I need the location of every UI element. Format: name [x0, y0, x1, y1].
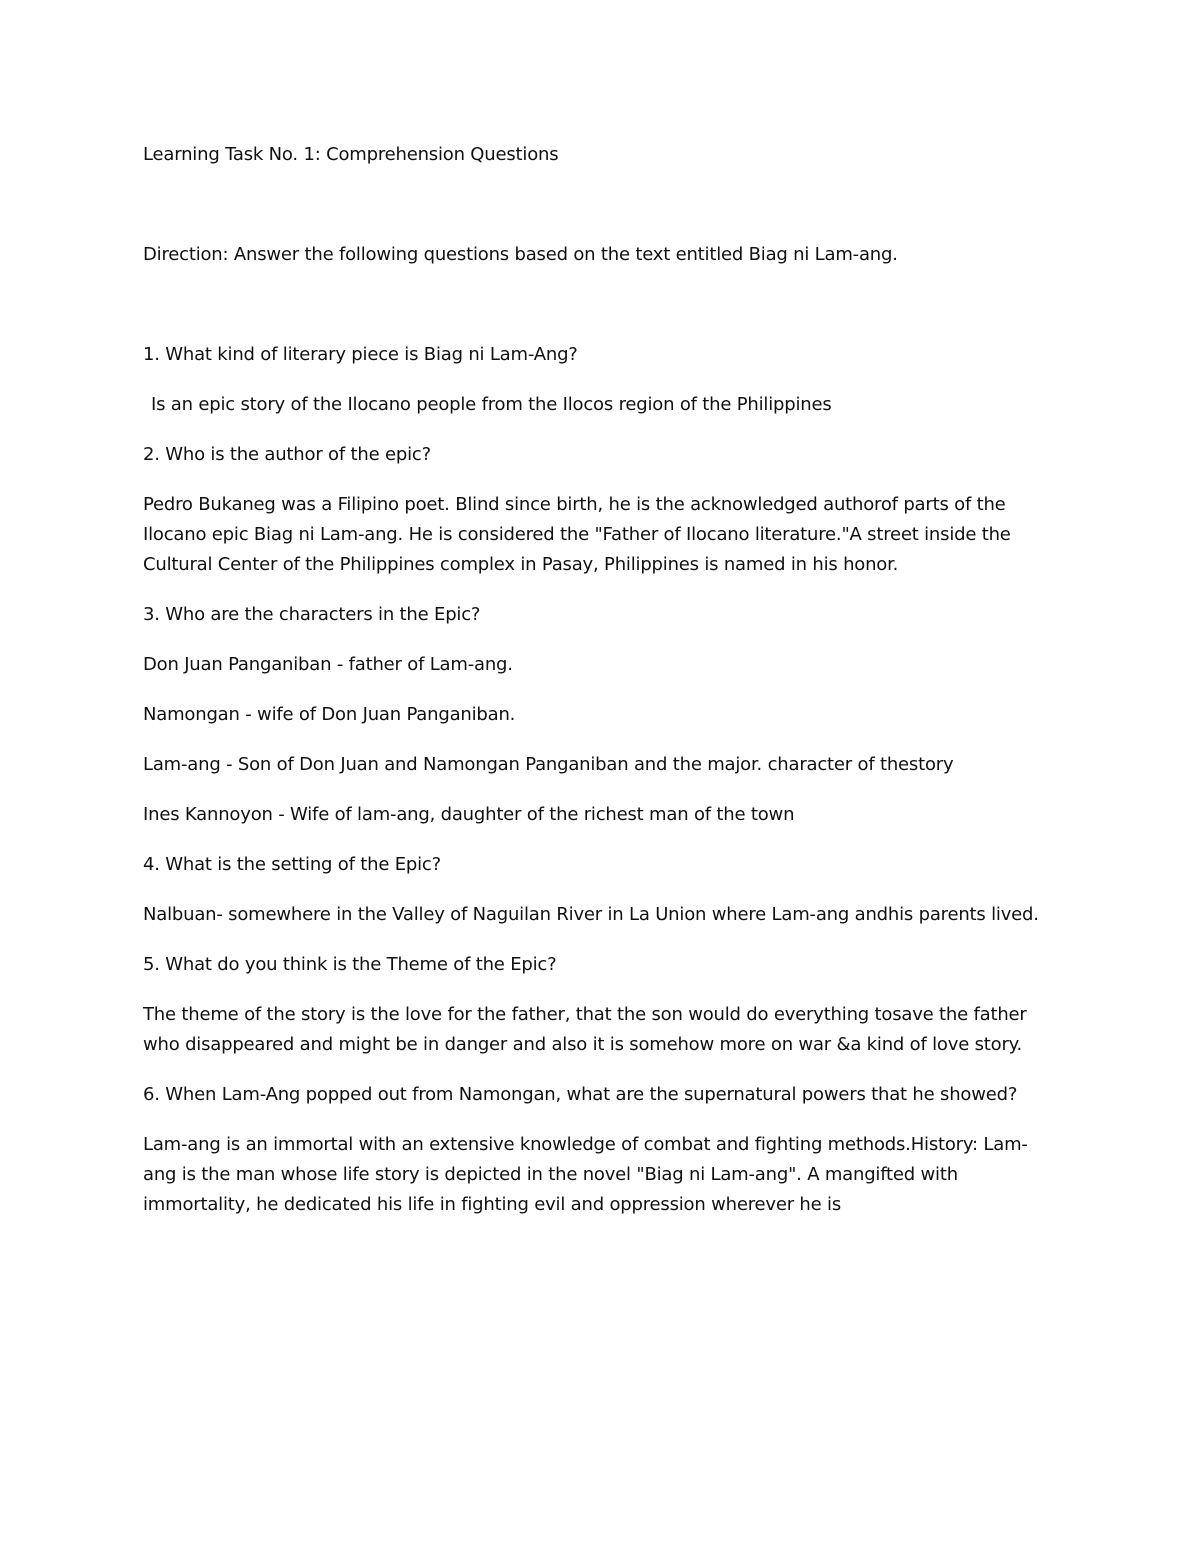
question-5: 5. What do you think is the Theme of the Epic? [143, 954, 557, 975]
answer-1: Is an epic story of the Ilocano people from the Ilocos region of the Philippines [151, 394, 832, 415]
question-3: 3. Who are the characters in the Epic? [143, 604, 481, 625]
question-2: 2. Who is the author of the epic? [143, 444, 431, 465]
direction-text: Direction: Answer the following questions based on the text entitled Biag ni Lam-ang. [143, 244, 898, 265]
character-item: Namongan - wife of Don Juan Panganiban. [143, 704, 516, 725]
character-item: Lam-ang - Son of Don Juan and Namongan Panganiban and the major. character of thestory [143, 754, 954, 775]
character-item: Ines Kannoyon - Wife of lam-ang, daughter of the richest man of the town [143, 804, 795, 825]
page-title: Learning Task No. 1: Comprehension Questions [143, 144, 559, 165]
question-1: 1. What kind of literary piece is Biag ni Lam-Ang? [143, 344, 578, 365]
question-6: 6. When Lam-Ang popped out from Namongan, what are the supernatural powers that he showed? [143, 1084, 1018, 1105]
answer-2: Pedro Bukaneg was a Filipino poet. Blind since birth, he is the acknowledged authorof parts of the Ilocano epic Biag ni Lam-ang. He is considered the "Father of Ilocano literature."A street inside the Cultural Center of the Philippines complex in Pasay, Philippines is named in his honor. [143, 494, 1011, 575]
answer-4: Nalbuan- somewhere in the Valley of Naguilan River in La Union where Lam-ang andhis parents lived. [143, 904, 1039, 925]
answer-5: The theme of the story is the love for the father, that the son would do everything tosave the father who disappeared and might be in danger and also it is somehow more on war &a kind of love story. [143, 1004, 1027, 1055]
question-4: 4. What is the setting of the Epic? [143, 854, 441, 875]
character-item: Don Juan Panganiban - father of Lam-ang. [143, 654, 513, 675]
answer-6: Lam-ang is an immortal with an extensive knowledge of combat and fighting methods.History: Lam-ang is the man whose life story is depicted in the novel "Biag ni Lam-ang". A mangifted with immortality, he dedicated his life in fighting evil and oppression wherever he is [143, 1134, 1028, 1215]
document-body [143, 140, 1058, 1240]
character-list [143, 650, 1058, 830]
